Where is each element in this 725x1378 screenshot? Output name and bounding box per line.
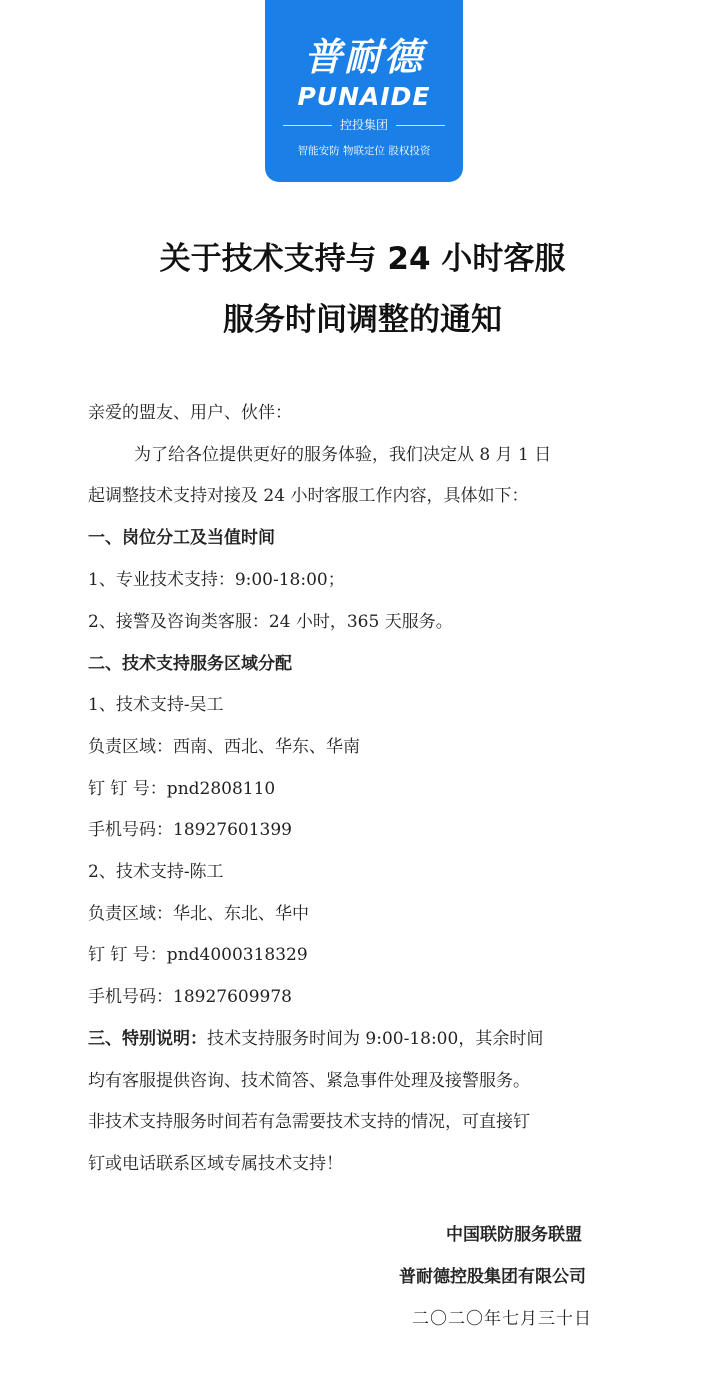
support2-phone: 手机号码：18927609978 [88,987,292,1007]
intro-line-2: 起调整技术支持对接及 24 小时客服工作内容，具体如下： [88,486,529,506]
section1-item-1: 1、专业技术支持：9:00-18:00； [88,570,345,590]
section1-item-2: 2、接警及咨询类客服：24 小时，365 天服务。 [88,612,453,632]
logo-group-label: 控投集团 [340,118,389,132]
section3-label: 三、特别说明： [88,1029,207,1049]
notice-title-line1: 关于技术支持与 24 小时客服 [159,241,566,277]
signature-org-2: 普耐德控股集团有限公司 [399,1267,586,1287]
section3-line-2: 均有客服提供咨询、技术简答、紧急事件处理及接警服务。 [88,1071,530,1091]
support1-phone: 手机号码：18927601399 [88,820,292,840]
support1-region: 负责区域：西南、西北、华东、华南 [88,737,360,757]
section3-line-1 [88,1027,648,1051]
support1-dingtalk: 钉 钉 号：pnd2808110 [88,779,276,799]
signature-date: 二〇二〇年七月三十日 [412,1309,592,1329]
section1-heading: 一、岗位分工及当值时间 [88,528,275,548]
logo-english-name: PUNAIDE [297,82,431,111]
support2-region: 负责区域：华北、东北、华中 [88,904,309,924]
section2-heading: 二、技术支持服务区域分配 [88,654,292,674]
section3-line-4: 钉或电话联系区域专属技术支持！ [88,1154,343,1174]
logo-chinese-name: 普耐德 [303,35,424,79]
section3-line-1-text: 技术支持服务时间为 9:00-18:00，其余时间 [207,1029,544,1049]
logo-tagline: 智能安防 物联定位 股权投资 [297,145,431,157]
logo-divider-right [396,125,445,126]
support1-title: 1、技术支持-吴工 [88,695,224,715]
support2-dingtalk: 钉 钉 号：pnd4000318329 [88,945,308,965]
signature-org-1: 中国联防服务联盟 [446,1225,582,1245]
intro-line-1: 为了给各位提供更好的服务体验，我们决定从 8 月 1 日 [134,445,552,465]
logo-group-row [283,117,445,133]
section3-line-3: 非技术支持服务时间若有急需要技术支持的情况，可直接钉 [88,1112,530,1132]
logo-divider-left [283,125,332,126]
notice-title-line2: 服务时间调整的通知 [223,302,502,338]
support2-title: 2、技术支持-陈工 [88,862,224,882]
greeting: 亲爱的盟友、用户、伙伴： [88,403,292,423]
company-logo [265,0,463,182]
